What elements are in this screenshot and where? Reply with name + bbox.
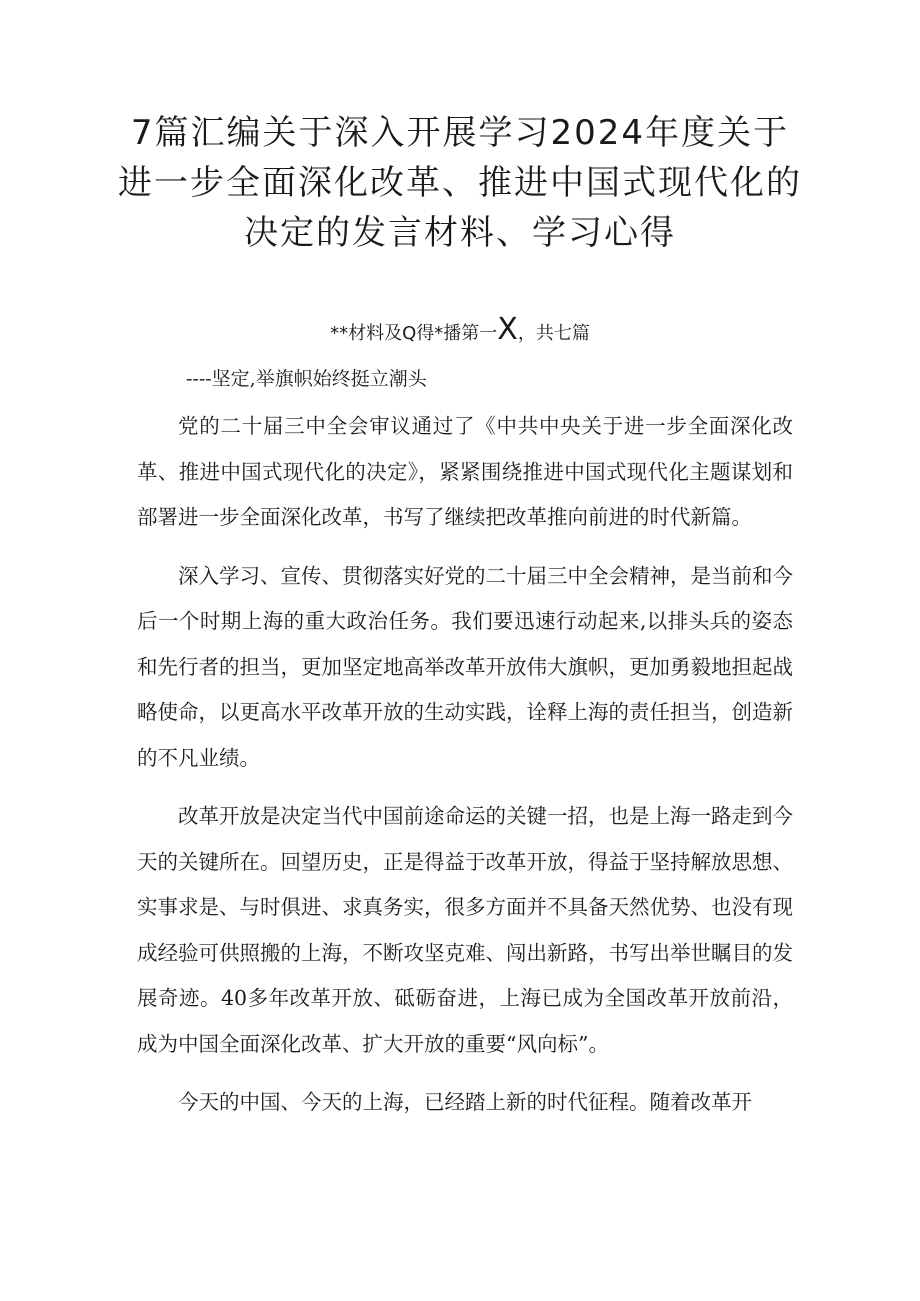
- subtitle-prefix: **材料及Q得*播第一: [330, 323, 498, 344]
- subtitle-suffix: ，共七篇: [517, 323, 590, 344]
- document-title: [100, 108, 820, 258]
- body-paragraph: 今天的中国、今天的上海，已经踏上新的时代征程。随着改革开: [178, 1090, 752, 1114]
- title-line: 7篇汇编关于深入开展学习2024年度关于: [130, 113, 790, 153]
- document-subtitle: [260, 312, 660, 352]
- subtitle-big-mark: X: [497, 312, 518, 347]
- title-line: 决定的发言材料、学习心得: [244, 213, 676, 253]
- document-body: [137, 404, 793, 1139]
- body-paragraph: 深入学习、宣传、贯彻落实好党的二十届三中全会精神，是当前和今后一个时期上海的重大政治任务。我们要迅速行动起来,以排头兵的姿态和先行者的担当，更加坚定地高举改革开放伟大旗帜，更加勇毅地担起战略使命，以更高水平改革开放的生动实践，诠释上海的责任担当，创造新的不凡业绩。: [137, 563, 793, 770]
- section-tagline: ----坚定,举旗帜始终挺立潮头: [186, 368, 427, 390]
- title-line: 进一步全面深化改革、推进中国式现代化的: [118, 163, 802, 203]
- body-paragraph: 改革开放是决定当代中国前途命运的关键一招，也是上海一路走到今天的关键所在。回望历史，正是得益于改革开放，得益于坚持解放思想、实事求是、与时俱进、求真务实，很多方面并不具备天然优势、也没有现成经验可供照搬的上海，不断攻坚克难、闯出新路，书写出举世瞩目的发展奇迹。40多年改革开放、砥砺奋进，上海已成为全国改革开放前沿，成为中国全面深化改革、扩大开放的重要“风向标”。: [137, 804, 793, 1056]
- body-paragraph: 党的二十届三中全会审议通过了《中共中央关于进一步全面深化改革、推进中国式现代化的决定》，紧紧围绕推进中国式现代化主题谋划和部署进一步全面深化改革，书写了继续把改革推向前进的时代新篇。: [137, 414, 793, 529]
